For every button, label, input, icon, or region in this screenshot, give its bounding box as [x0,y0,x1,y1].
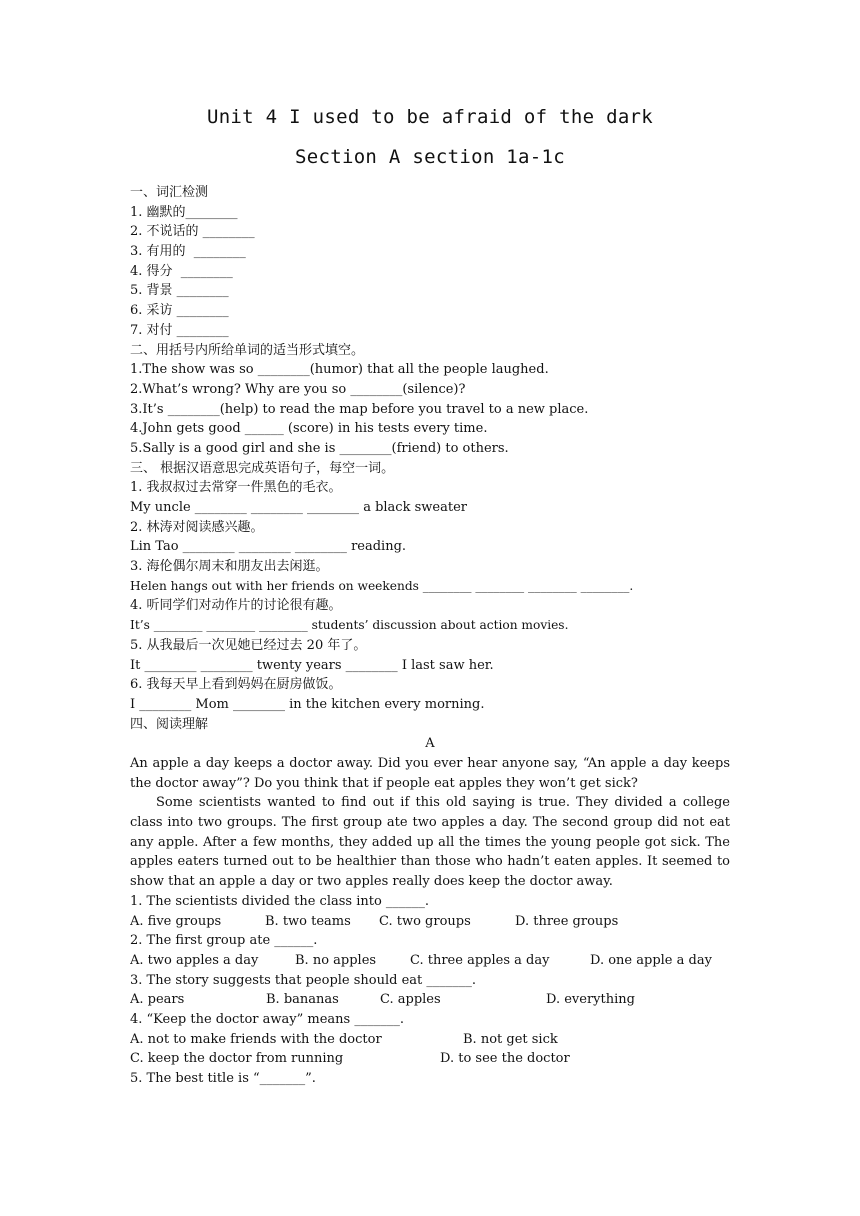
section-heading: 三、 根据汉语意思完成英语句子，每空一词。 [130,460,395,476]
worksheet-body [130,183,730,1089]
translation-prompt: 5. 从我最后一次见她已经过去 20 年了。 [130,637,367,653]
options-row [130,912,730,932]
translation-prompt: 1. 我叔叔过去常穿一件黑色的毛衣。 [130,480,342,496]
vocab-item: 7. 对付 ________ [130,322,229,338]
option: B. bananas [266,992,339,1008]
fill-blank-item: 4.John gets good ______ (score) in his tests every time. [130,421,488,437]
vocab-item: 1. 幽默的________ [130,204,238,220]
options-row [130,990,730,1010]
option: D. three groups [515,913,619,929]
fill-blank-item: 2.What’s wrong? Why are you so ________(silence)? [130,381,466,397]
option: A. five groups [130,913,222,929]
options-row [130,1030,730,1050]
vocab-item: 4. 得分 ________ [130,263,233,279]
page-title: Unit 4 I used to be afraid of the dark [206,106,654,128]
translation-answer: Lin Tao ________ ________ ________ reading. [130,539,407,555]
question: 4. “Keep the doctor away” means _______. [130,1011,404,1027]
fill-blank-item: 3.It’s ________(help) to read the map before you travel to a new place. [130,401,589,417]
question: 5. The best title is “_______”. [130,1071,316,1087]
vocab-item: 2. 不说话的 ________ [130,224,255,240]
vocab-item: 6. 采访 ________ [130,303,229,319]
page-subtitle: Section A section 1a-1c [295,146,565,168]
translation-answer: My uncle ________ ________ ________ a black sweater [130,500,467,515]
translation-answer: I ________ Mom ________ in the kitchen every morning. [130,696,485,712]
translation-prompt: 3. 海伦偶尔周末和朋友出去闲逛。 [130,559,329,575]
option: D. to see the doctor [440,1051,570,1067]
question: 1. The scientists divided the class into ______. [130,893,430,909]
translation-prompt: 2. 林涛对阅读感兴趣。 [130,519,264,535]
option: C. two groups [379,913,471,929]
translation-prompt: 6. 我每天早上看到妈妈在厨房做饭。 [130,677,342,693]
option: A. two apples a day [130,952,259,968]
options-row [130,951,730,971]
fill-blank-item: 5.Sally is a good girl and she is ________(friend) to others. [130,440,509,456]
question: 3. The story suggests that people should eat _______. [130,972,477,988]
option: D. one apple a day [590,952,712,968]
translation-answer: It’s ________ ________ ________ students’ discussion about action movies. [130,618,569,633]
option: C. apples [380,992,441,1008]
option: A. pears [130,992,185,1008]
translation-answer: It ________ ________ twenty years ________ I last saw her. [130,657,494,673]
option: B. two teams [265,913,351,929]
question: 2. The first group ate ______. [130,933,318,949]
passage-label: A [425,736,435,752]
passage-paragraph: An apple a day keeps a doctor away. Did you ever hear anyone say, “An apple a day keeps the doctor away”? Do you think that if people eat apples they won’t get sick? [130,755,730,791]
section-heading: 四、阅读理解 [130,716,209,732]
section-heading: 二、用括号内所给单词的适当形式填空。 [130,342,365,358]
option: B. not get sick [463,1031,558,1047]
option: D. everything [546,992,635,1008]
section-heading: 一、词汇检测 [130,185,209,200]
passage-paragraph: Some scientists wanted to find out if this old saying is true. They divided a college class into two groups. The first group ate two apples a day. The second group did not eat any apple. After a few months, they added up all the times the young people got sick. The apples eaters turned out to be healthier than those who hadn’t eaten apples. It seemed to show that an apple a day or two apples really does keep the doctor away. [130,795,730,890]
option: C. three apples a day [410,952,550,968]
options-row [130,1049,730,1069]
translation-answer: Helen hangs out with her friends on weekends ________ ________ ________ ________. [130,578,634,593]
fill-blank-item: 1.The show was so ________(humor) that all the people laughed. [130,362,549,378]
passage [130,754,730,892]
translation-prompt: 4. 听同学们对动作片的讨论很有趣。 [130,598,342,614]
vocab-item: 5. 背景 ________ [130,283,229,299]
vocab-item: 3. 有用的 ________ [130,244,246,260]
option: A. not to make friends with the doctor [130,1031,382,1047]
option: B. no apples [295,952,377,968]
option: C. keep the doctor from running [130,1051,344,1067]
